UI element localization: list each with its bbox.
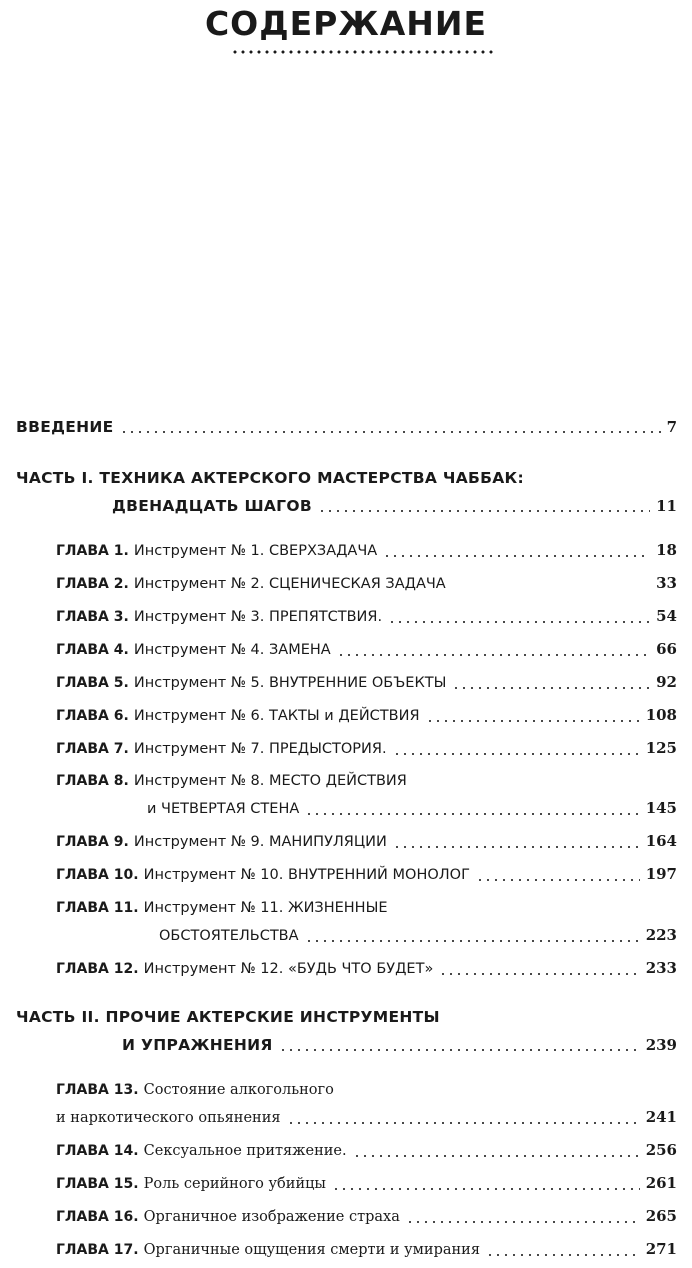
chapter-title-cont: и ЧЕТВЕРТАЯ СТЕНА <box>147 801 300 817</box>
dot-leader <box>452 686 650 690</box>
chapter-title: Инструмент № 6. ТАКТЫ и ДЕЙСТВИЯ <box>133 708 420 724</box>
dot-leader <box>353 1154 640 1158</box>
toc-chapter-10[interactable] <box>56 861 677 888</box>
toc-chapter-2[interactable] <box>56 570 677 597</box>
chapter-page: 271 <box>645 1240 677 1258</box>
dot-leader <box>452 587 650 591</box>
dot-leader <box>393 752 640 756</box>
chapter-page: 54 <box>656 607 677 625</box>
toc-chapter-4[interactable] <box>56 636 677 663</box>
dot-leader <box>486 1253 640 1257</box>
toc-chapter-14[interactable] <box>56 1137 677 1164</box>
dot-leader <box>337 653 650 657</box>
toc-part1-line1: ЧАСТЬ I. ТЕХНИКА АКТЕРСКОГО МАСТЕРСТВА ЧАББАК: <box>16 469 524 487</box>
toc-part2-line2: И УПРАЖНЕНИЯ <box>122 1036 273 1054</box>
chapter-page: 241 <box>645 1108 677 1126</box>
chapter-number: ГЛАВА 13. <box>56 1082 139 1098</box>
toc-chapter-11-line1[interactable] <box>56 894 388 921</box>
toc-chapter-17[interactable] <box>56 1236 677 1263</box>
toc-chapter-7[interactable] <box>56 735 677 762</box>
toc-chapter-16[interactable] <box>56 1203 677 1230</box>
chapter-page: 33 <box>656 574 677 592</box>
chapter-number: ГЛАВА 1. <box>56 543 129 559</box>
toc-chapter-5[interactable] <box>56 669 677 696</box>
toc-entry-intro[interactable] <box>16 414 677 440</box>
dot-leader <box>287 1121 640 1125</box>
chapter-number: ГЛАВА 9. <box>56 834 129 850</box>
chapter-number: ГЛАВА 17. <box>56 1242 139 1258</box>
chapter-title: Инструмент № 11. ЖИЗНЕННЫЕ <box>143 900 388 916</box>
toc-chapter-13-line1[interactable] <box>56 1076 334 1103</box>
chapter-number: ГЛАВА 10. <box>56 867 139 883</box>
dot-leader <box>383 554 650 558</box>
chapter-number: ГЛАВА 11. <box>56 900 139 916</box>
chapter-page: 125 <box>645 739 677 757</box>
toc-entry-part1[interactable] <box>112 493 677 519</box>
chapter-number: ГЛАВА 16. <box>56 1209 139 1225</box>
chapter-number: ГЛАВА 3. <box>56 609 129 625</box>
toc-chapter-8[interactable] <box>147 795 677 822</box>
chapter-number: ГЛАВА 15. <box>56 1176 139 1192</box>
chapter-page: 261 <box>645 1174 677 1192</box>
chapter-title: Инструмент № 8. МЕСТО ДЕЙСТВИЯ <box>133 773 407 789</box>
chapter-page: 145 <box>645 799 677 817</box>
chapter-number: ГЛАВА 7. <box>56 741 129 757</box>
toc-chapter-11[interactable] <box>159 922 677 949</box>
chapter-title-cont: ОБСТОЯТЕЛЬСТВА <box>159 928 299 944</box>
chapter-title: Инструмент № 1. СВЕРХЗАДАЧА <box>133 543 378 559</box>
toc-chapter-6[interactable] <box>56 702 677 729</box>
toc-entry-part2[interactable] <box>122 1032 677 1058</box>
toc-part2-page: 239 <box>645 1036 677 1054</box>
page-title: СОДЕРЖАНИЕ <box>204 4 488 43</box>
chapter-page: 164 <box>645 832 677 850</box>
dot-leader <box>439 972 639 976</box>
toc-chapter-13[interactable] <box>56 1104 677 1131</box>
dot-leader <box>318 509 650 513</box>
chapter-title: Инструмент № 12. «БУДЬ ЧТО БУДЕТ» <box>143 961 434 977</box>
toc-chapter-12[interactable] <box>56 955 677 982</box>
chapter-title: Инструмент № 2. СЦЕНИЧЕСКАЯ ЗАДАЧА <box>133 576 446 592</box>
chapter-page: 92 <box>656 673 677 691</box>
chapter-page: 108 <box>645 706 677 724</box>
toc-part1-line2: ДВЕНАДЦАТЬ ШАГОВ <box>112 497 312 515</box>
toc-intro-page: 7 <box>666 418 677 436</box>
chapter-title: Инструмент № 9. МАНИПУЛЯЦИИ <box>133 834 387 850</box>
dot-leader <box>305 939 640 943</box>
dot-leader <box>426 719 640 723</box>
chapter-number: ГЛАВА 5. <box>56 675 129 691</box>
chapter-page: 223 <box>645 926 677 944</box>
chapter-title: Органичные ощущения смерти и умирания <box>143 1242 480 1258</box>
chapter-title: Инструмент № 5. ВНУТРЕННИЕ ОБЪЕКТЫ <box>133 675 447 691</box>
toc-part2-heading[interactable] <box>16 1004 440 1030</box>
chapter-title: Инструмент № 4. ЗАМЕНА <box>133 642 331 658</box>
chapter-title: Инструмент № 10. ВНУТРЕННИЙ МОНОЛОГ <box>143 867 470 883</box>
dot-leader <box>279 1048 640 1052</box>
toc-part1-page: 11 <box>656 497 677 515</box>
chapter-title: Инструмент № 7. ПРЕДЫСТОРИЯ. <box>133 741 387 757</box>
chapter-number: ГЛАВА 8. <box>56 773 129 789</box>
toc-chapter-9[interactable] <box>56 828 677 855</box>
chapter-number: ГЛАВА 4. <box>56 642 129 658</box>
chapter-number: ГЛАВА 6. <box>56 708 129 724</box>
chapter-title-cont: и наркотического опьянения <box>56 1110 281 1126</box>
chapter-number: ГЛАВА 14. <box>56 1143 139 1159</box>
dot-leader <box>305 812 639 816</box>
toc-chapter-15[interactable] <box>56 1170 677 1197</box>
chapter-page: 197 <box>645 865 677 883</box>
toc-intro-label: ВВЕДЕНИЕ <box>16 418 114 436</box>
dot-leader <box>388 620 650 624</box>
chapter-page: 66 <box>656 640 677 658</box>
chapter-title: Сексуальное притяжение. <box>143 1143 347 1159</box>
chapter-page: 233 <box>645 959 677 977</box>
chapter-title: Инструмент № 3. ПРЕПЯТСТВИЯ. <box>133 609 383 625</box>
chapter-title: Состояние алкогольного <box>143 1082 334 1098</box>
dot-leader <box>393 845 640 849</box>
dot-leader <box>120 430 661 434</box>
toc-part2-line1: ЧАСТЬ II. ПРОЧИЕ АКТЕРСКИЕ ИНСТРУМЕНТЫ <box>16 1008 440 1026</box>
chapter-title: Органичное изображение страха <box>143 1209 400 1225</box>
chapter-number: ГЛАВА 2. <box>56 576 129 592</box>
toc-chapter-1[interactable] <box>56 537 677 564</box>
toc-chapter-8-line1[interactable] <box>56 767 407 794</box>
toc-part1-heading[interactable] <box>16 465 524 491</box>
chapter-page: 256 <box>645 1141 677 1159</box>
dot-leader <box>332 1187 640 1191</box>
chapter-page: 265 <box>645 1207 677 1225</box>
chapter-number: ГЛАВА 12. <box>56 961 139 977</box>
dot-leader <box>406 1220 640 1224</box>
chapter-page: 18 <box>656 541 677 559</box>
dot-leader <box>476 878 640 882</box>
toc-chapter-3[interactable] <box>56 603 677 630</box>
chapter-title: Роль серийного убийцы <box>143 1176 326 1192</box>
